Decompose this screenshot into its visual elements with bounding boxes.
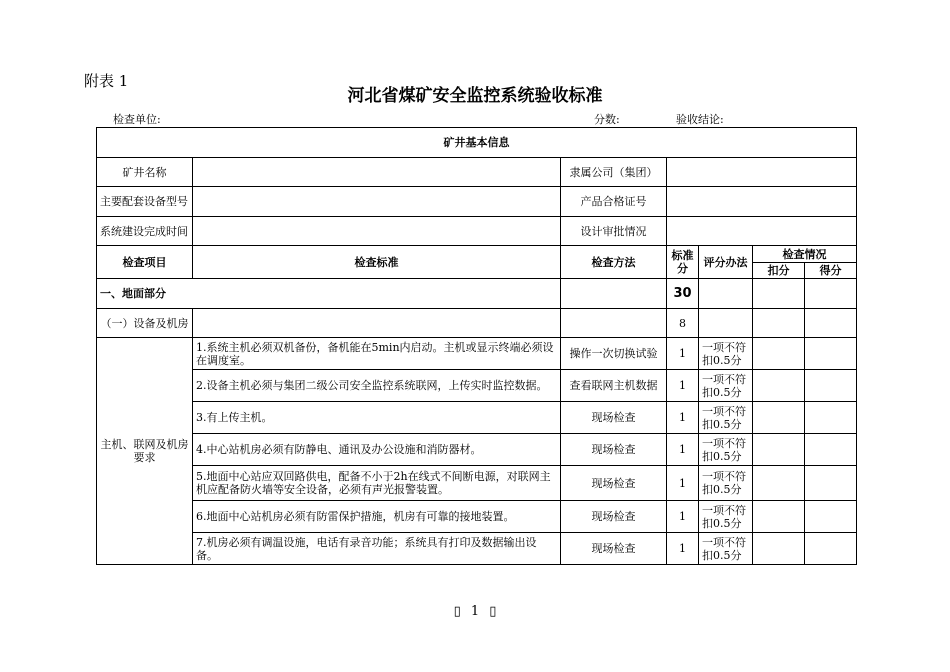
row-method: 操作一次切换试验 bbox=[561, 338, 667, 370]
completion-time-value[interactable] bbox=[193, 217, 561, 246]
row-method: 现场检查 bbox=[561, 434, 667, 466]
row-scoring: 一项不符扣0.5分 bbox=[699, 434, 753, 466]
row-method: 现场检查 bbox=[561, 501, 667, 533]
row-standard: 3.有上传主机。 bbox=[193, 402, 561, 434]
row-scoring: 一项不符扣0.5分 bbox=[699, 370, 753, 402]
row-scoring: 一项不符扣0.5分 bbox=[699, 466, 753, 501]
row-scoring: 一项不符扣0.5分 bbox=[699, 338, 753, 370]
row-standard: 1.系统主机必须双机备份，备机能在5min内启动。主机或显示终端必须设在调度室。 bbox=[193, 338, 561, 370]
inspection-unit-label: 检查单位: bbox=[113, 113, 161, 126]
subsection-equipment-points: 8 bbox=[667, 309, 699, 338]
col-header-status: 检查情况 bbox=[753, 246, 857, 263]
score-label: 分数: bbox=[594, 113, 620, 126]
page-number bbox=[0, 604, 950, 619]
section-ground-scoring bbox=[699, 279, 753, 309]
section-ground-score[interactable] bbox=[805, 279, 857, 309]
company-label: 隶属公司（集团） bbox=[561, 158, 667, 187]
row-scoring: 一项不符扣0.5分 bbox=[699, 533, 753, 565]
section-ground-points: 30 bbox=[667, 279, 699, 309]
row-points: 1 bbox=[667, 466, 699, 501]
row-score[interactable] bbox=[805, 402, 857, 434]
design-approval-label: 设计审批情况 bbox=[561, 217, 667, 246]
row-points: 1 bbox=[667, 533, 699, 565]
row-method: 现场检查 bbox=[561, 533, 667, 565]
section-ground-method bbox=[561, 279, 667, 309]
row-points: 1 bbox=[667, 338, 699, 370]
row-score[interactable] bbox=[805, 370, 857, 402]
completion-time-label: 系统建设完成时间 bbox=[97, 217, 193, 246]
equipment-model-value[interactable] bbox=[193, 187, 561, 217]
subsection-equipment-label: （一）设备及机房 bbox=[97, 309, 193, 338]
page-number-right-mark: ▯ bbox=[489, 604, 497, 619]
subsection-equipment-score[interactable] bbox=[805, 309, 857, 338]
row-method: 现场检查 bbox=[561, 466, 667, 501]
row-points: 1 bbox=[667, 402, 699, 434]
section-ground-deduct[interactable] bbox=[753, 279, 805, 309]
conclusion-label: 验收结论: bbox=[676, 113, 724, 126]
row-standard: 6.地面中心站机房必须有防雷保护措施，机房有可靠的接地装置。 bbox=[193, 501, 561, 533]
row-points: 1 bbox=[667, 501, 699, 533]
row-points: 1 bbox=[667, 434, 699, 466]
basic-info-heading: 矿井基本信息 bbox=[97, 128, 857, 158]
subsection-equipment-standard bbox=[193, 309, 561, 338]
row-standard: 4.中心站机房必须有防静电、通讯及办公设施和消防器材。 bbox=[193, 434, 561, 466]
row-deduct[interactable] bbox=[753, 370, 805, 402]
row-deduct[interactable] bbox=[753, 402, 805, 434]
row-score[interactable] bbox=[805, 501, 857, 533]
row-standard: 7.机房必须有调温设施，电话有录音功能；系统具有打印及数据输出设备。 bbox=[193, 533, 561, 565]
subsection-equipment-method bbox=[561, 309, 667, 338]
row-scoring: 一项不符扣0.5分 bbox=[699, 402, 753, 434]
company-value[interactable] bbox=[667, 158, 857, 187]
row-method: 现场检查 bbox=[561, 402, 667, 434]
row-deduct[interactable] bbox=[753, 466, 805, 501]
certificate-label: 产品合格证号 bbox=[561, 187, 667, 217]
row-score[interactable] bbox=[805, 533, 857, 565]
appendix-label: 附表 1 bbox=[84, 72, 129, 90]
row-standard: 5.地面中心站应双回路供电，配备不小于2h在线式不间断电源，对联网主机应配备防火墙等安全设备，必须有声光报警装置。 bbox=[193, 466, 561, 501]
subsection-equipment-scoring bbox=[699, 309, 753, 338]
row-deduct[interactable] bbox=[753, 338, 805, 370]
col-header-method: 检查方法 bbox=[561, 246, 667, 279]
row-method: 查看联网主机数据 bbox=[561, 370, 667, 402]
acceptance-table bbox=[96, 127, 857, 565]
row-score[interactable] bbox=[805, 466, 857, 501]
row-score[interactable] bbox=[805, 338, 857, 370]
row-standard: 2.设备主机必须与集团二级公司安全监控系统联网，上传实时监控数据。 bbox=[193, 370, 561, 402]
col-header-scoring: 评分办法 bbox=[699, 246, 753, 279]
row-scoring: 一项不符扣0.5分 bbox=[699, 501, 753, 533]
row-deduct[interactable] bbox=[753, 501, 805, 533]
row-deduct[interactable] bbox=[753, 533, 805, 565]
document-title: 河北省煤矿安全监控系统验收标准 bbox=[347, 86, 603, 106]
row-deduct[interactable] bbox=[753, 434, 805, 466]
equipment-model-label: 主要配套设备型号 bbox=[97, 187, 193, 217]
certificate-value[interactable] bbox=[667, 187, 857, 217]
col-header-score: 得分 bbox=[805, 263, 857, 279]
col-header-deduct: 扣分 bbox=[753, 263, 805, 279]
mine-name-value[interactable] bbox=[193, 158, 561, 187]
section-ground-label: 一、地面部分 bbox=[97, 279, 561, 309]
row-points: 1 bbox=[667, 370, 699, 402]
col-header-item: 检查项目 bbox=[97, 246, 193, 279]
col-header-standard: 检查标准 bbox=[193, 246, 561, 279]
row-score[interactable] bbox=[805, 434, 857, 466]
col-header-points: 标准分 bbox=[667, 246, 699, 279]
design-approval-value[interactable] bbox=[667, 217, 857, 246]
subsection-equipment-deduct[interactable] bbox=[753, 309, 805, 338]
page-number-left-mark: ▯ bbox=[453, 604, 461, 619]
page-number-value: 1 bbox=[470, 604, 480, 619]
group-host-network-room: 主机、联网及机房要求 bbox=[97, 338, 193, 565]
mine-name-label: 矿井名称 bbox=[97, 158, 193, 187]
